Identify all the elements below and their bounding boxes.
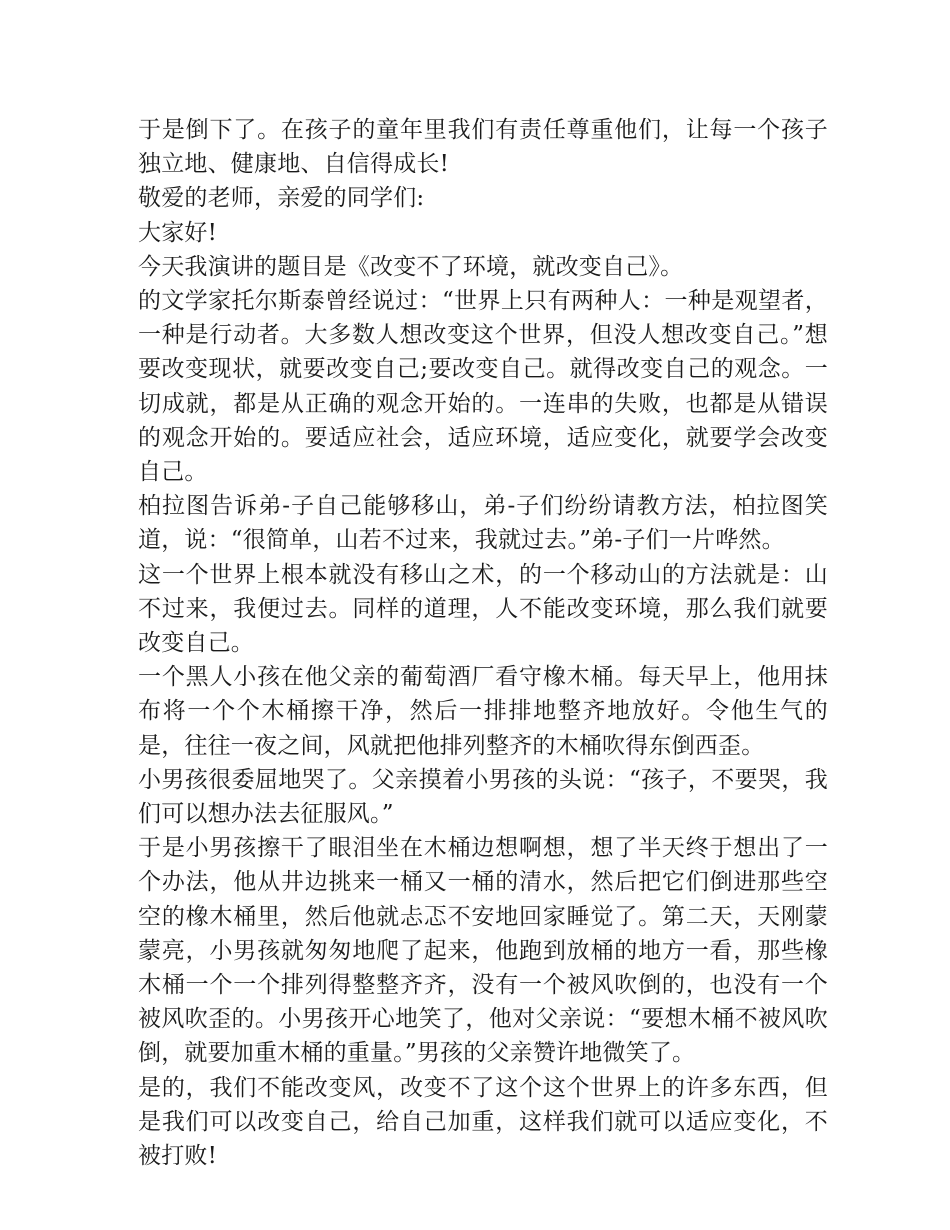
paragraph-6: 柏拉图告诉弟-子自己能够移山，弟-子们纷纷请教方法，柏拉图笑道，说：“很简单，山若不过来，我就过去。”弟-子们一片哗然。	[138, 493, 828, 554]
paragraph-1: 于是倒下了。在孩子的童年里我们有责任尊重他们，让每一个孩子独立地、健康地、自信得成长!	[138, 117, 828, 178]
paragraph-7: 这一个世界上根本就没有移山之术，的一个移动山的方法就是：山不过来，我便过去。同样的道理，人不能改变环境，那么我们就要改变自己。	[138, 561, 828, 657]
paragraph-4: 今天我演讲的题目是《改变不了环境，就改变自己》。	[138, 253, 684, 280]
paragraph-9: 小男孩很委屈地哭了。父亲摸着小男孩的头说：“孩子，不要哭，我们可以想办法去征服风。”	[138, 766, 828, 828]
paragraph-10: 于是小男孩擦干了眼泪坐在木桶边想啊想，想了半天终于想出了一个办法，他从井边挑来一桶又一桶的清水，然后把它们倒进那些空空的橡木桶里，然后他就忐忑不安地回家睡觉了。第二天，天刚蒙蒙亮，小男孩就匆匆地爬了起来，他跑到放桶的地方一看，那些橡木桶一个一个排列得整整齐齐，没有一个被风吹倒的，也没有一个被风吹歪的。小男孩开心地笑了，他对父亲说：“要想木桶不被风吹倒，就要加重木桶的重量。”男孩的父亲赞许地微笑了。	[138, 835, 828, 1067]
paragraph-8: 一个黑人小孩在他父亲的葡萄酒厂看守橡木桶。每天早上，他用抹布将一个个木桶擦干净，然后一排排地整齐地放好。令他生气的是，往往一夜之间，风就把他排列整齐的木桶吹得东倒西歪。	[138, 664, 828, 759]
paragraph-5: 的文学家托尔斯泰曾经说过：“世界上只有两种人：一种是观望者，一种是行动者。大多数人想改变这个世界，但没人想改变自己。”想要改变现状，就要改变自己;要改变自己。就得改变自己的观念。一切成就，都是从正确的观念开始的。一连串的失败，也都是从错误的观念开始的。要适应社会，适应环境，适应变化，就要学会改变自己。	[138, 288, 828, 486]
document-body	[138, 113, 828, 1173]
paragraph-3: 大家好!	[138, 219, 218, 246]
paragraph-2: 敬爱的老师，亲爱的同学们:	[138, 185, 425, 212]
paragraph-11: 是的，我们不能改变风，改变不了这个这个世界上的许多东西，但是我们可以改变自己，给自己加重，这样我们就可以适应变化，不被打败!	[138, 1074, 828, 1170]
